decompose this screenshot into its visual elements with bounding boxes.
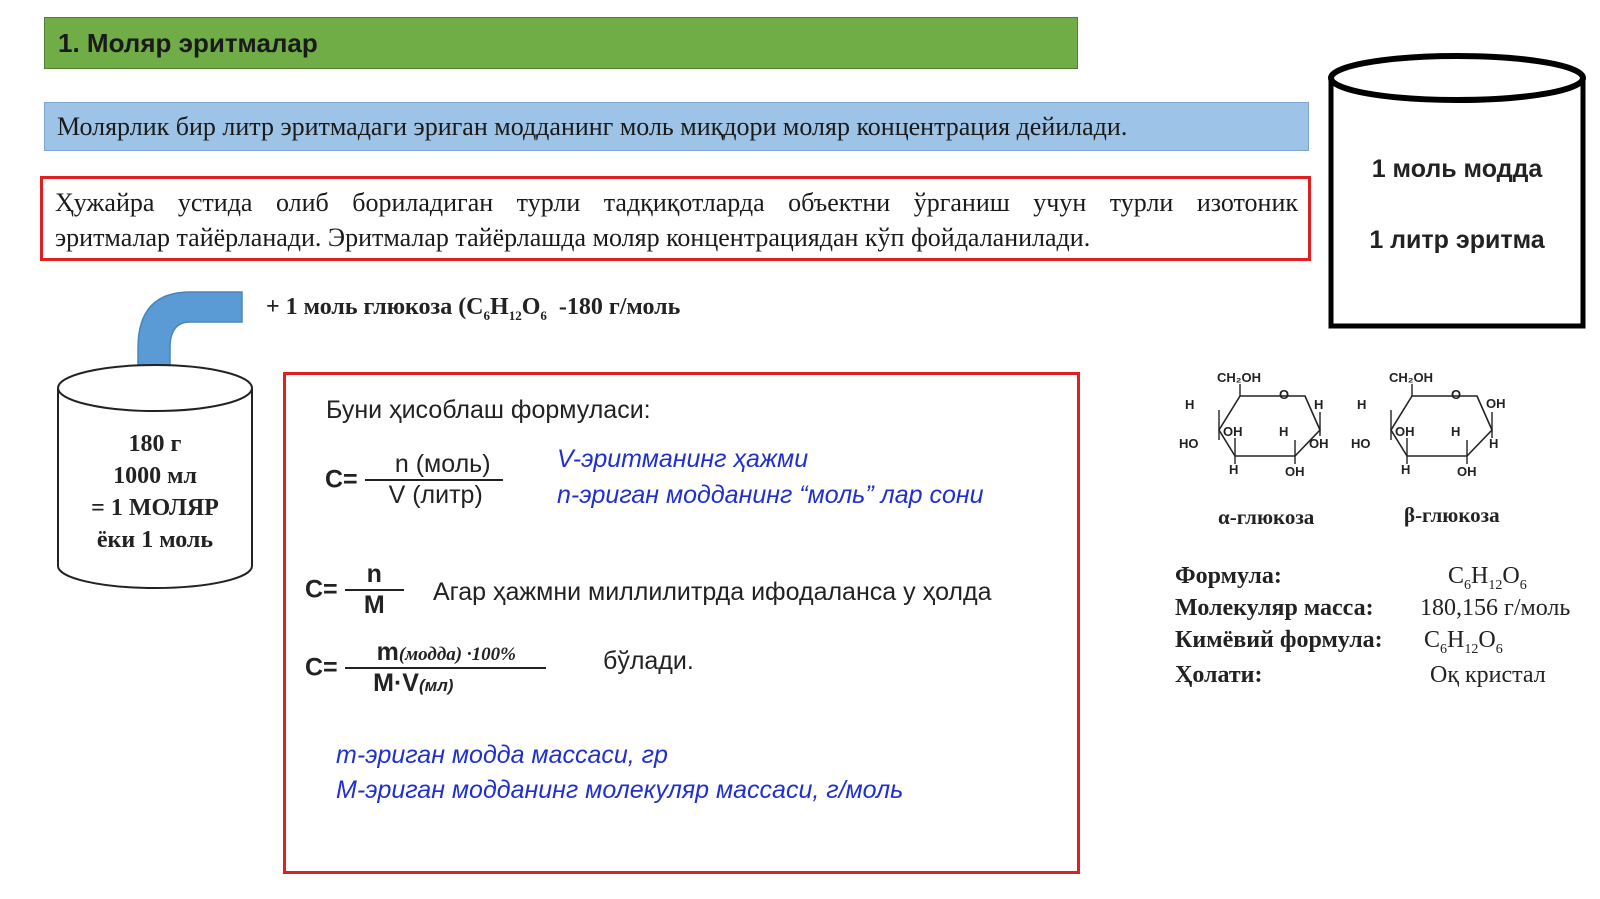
beta-ho-label: HO: [1351, 436, 1371, 451]
prop-state-label: Ҳолати:: [1175, 662, 1263, 688]
beta-h-label-2: H: [1451, 424, 1461, 439]
glucose-prefix: + 1 моль глюкоза (C: [266, 294, 484, 320]
alpha-oh-label-1: OH: [1223, 424, 1243, 439]
glucose-sub-1: 6: [483, 307, 491, 323]
small-cylinder-line-3: = 1 МОЛЯР: [91, 495, 219, 521]
beta-oh-label-2: OH: [1395, 424, 1415, 439]
n-definition: n-эриган модданинг “моль” лар сони: [557, 481, 984, 509]
prop-chem-formula-label: Кимёвий формула:: [1175, 627, 1383, 653]
formula-3-den-m: M·V: [373, 669, 419, 697]
formula-2-lhs: C=: [305, 575, 338, 604]
formula-1-numerator: n (моль): [365, 450, 503, 481]
formula-3-numerator: [345, 638, 546, 669]
prop-state-value: Оқ кристал: [1430, 662, 1546, 688]
definition-banner: Молярлик бир литр эритмадаги эриган модданинг моль миқдори моляр концентрация дейилади.: [44, 102, 1309, 151]
formula-3-lhs: C=: [305, 653, 338, 682]
prop-formula-value: $C_6H_{12}O_6$: [1448, 563, 1527, 593]
glucose-o: O: [521, 294, 541, 320]
big-cylinder-label-1: 1 моль модда: [1371, 155, 1543, 183]
v-definition: V-эритманинг ҳажми: [557, 445, 809, 473]
glucose-sub-2: 12: [508, 307, 522, 323]
formula-heading: Буни ҳисоблаш формуласи:: [326, 396, 651, 424]
alpha-glucose-label: α-глюкоза: [1218, 505, 1315, 529]
m-definition: m-эриган модда массаси, гр: [336, 741, 668, 769]
small-cylinder-line-2: 1000 мл: [113, 463, 197, 489]
beta-h-label-1: H: [1357, 397, 1367, 412]
formula-1-fraction: [365, 450, 503, 510]
formula-3-fraction: [345, 638, 546, 698]
alpha-o-label: O: [1279, 387, 1290, 402]
alpha-glucose-ring: [1179, 370, 1329, 479]
formula-1-lhs: C=: [325, 465, 358, 494]
beta-glucose-label: β-глюкоза: [1404, 503, 1500, 527]
prop-chem-formula-value: $C_6H_{12}O_6$: [1424, 627, 1503, 657]
alpha-h-label-1: H: [1185, 397, 1195, 412]
beta-h-label-3: H: [1489, 436, 1499, 451]
formula-2-fraction: [345, 560, 404, 620]
glucose-suffix: -180 г/моль: [546, 294, 681, 320]
formula-2-text: Агар ҳажмни миллилитрда ифодаланса у ҳолда: [433, 578, 992, 606]
alpha-h-label-2: H: [1314, 397, 1324, 412]
glucose-addition: [266, 294, 680, 324]
small-cylinder-line-1: 180 г: [128, 431, 182, 457]
beta-ch2oh-label: CH₂OH: [1389, 370, 1434, 385]
big-cylinder-label-2: 1 литр эритма: [1369, 226, 1545, 254]
prop-mass-label: Молекуляр масса:: [1175, 595, 1374, 621]
beta-oh-label-3: OH: [1457, 464, 1477, 479]
big-cylinder-icon: [1325, 50, 1589, 340]
glucose-h: H: [490, 294, 509, 320]
page-title: 1. Моляр эритмалар: [44, 17, 1078, 69]
small-cylinder-line-4: ёки 1 моль: [96, 527, 214, 553]
glucose-sub-3: 6: [540, 307, 547, 323]
formula-3: [305, 638, 546, 698]
formula-3-den-rest: (мл): [418, 676, 454, 695]
beta-o-label: O: [1451, 387, 1462, 402]
formula-1: [325, 450, 503, 510]
alpha-ho-label: HO: [1179, 436, 1199, 451]
prop-mass-value: 180,156 г/моль: [1420, 595, 1571, 621]
formula-3-num-rest: (модда) ·100%: [398, 644, 516, 665]
formula-1-denominator: V (литр): [388, 481, 483, 509]
intro-line-1: Ҳужайра устида олиб бориладиган турли тадқиқотларда объектни ўрганиш учун турли изотоник: [55, 188, 1298, 217]
beta-glucose-ring: [1351, 370, 1506, 479]
small-cylinder-text: [58, 428, 252, 556]
beta-oh-label-1: OH: [1486, 396, 1506, 411]
glucose-structures-diagram: [1179, 368, 1565, 498]
formula-2-numerator: n: [345, 560, 404, 591]
intro-line-2: эритмалар тайёрланади. Эритмалар тайёрлашда моляр концентрациядан кўп фойдаланилади.: [55, 223, 1091, 252]
formula-3-denominator: [345, 669, 546, 698]
alpha-ch2oh-label: CH₂OH: [1217, 370, 1262, 385]
formula-2: [305, 560, 404, 620]
alpha-h-label-3: H: [1279, 424, 1289, 439]
beta-h-label-4: H: [1401, 462, 1411, 477]
alpha-oh-label-3: OH: [1285, 464, 1305, 479]
alpha-oh-label-2: OH: [1309, 436, 1329, 451]
prop-formula-label: Формула:: [1175, 563, 1282, 589]
alpha-h-label-4: H: [1229, 462, 1239, 477]
M-definition: M-эриган модданинг молекуляр массаси, г/моль: [336, 776, 904, 804]
formula-3-text: бўлади.: [603, 647, 694, 675]
formula-2-denominator: M: [363, 591, 385, 619]
intro-box: [40, 176, 1311, 261]
formula-3-num-m: m: [376, 638, 399, 666]
